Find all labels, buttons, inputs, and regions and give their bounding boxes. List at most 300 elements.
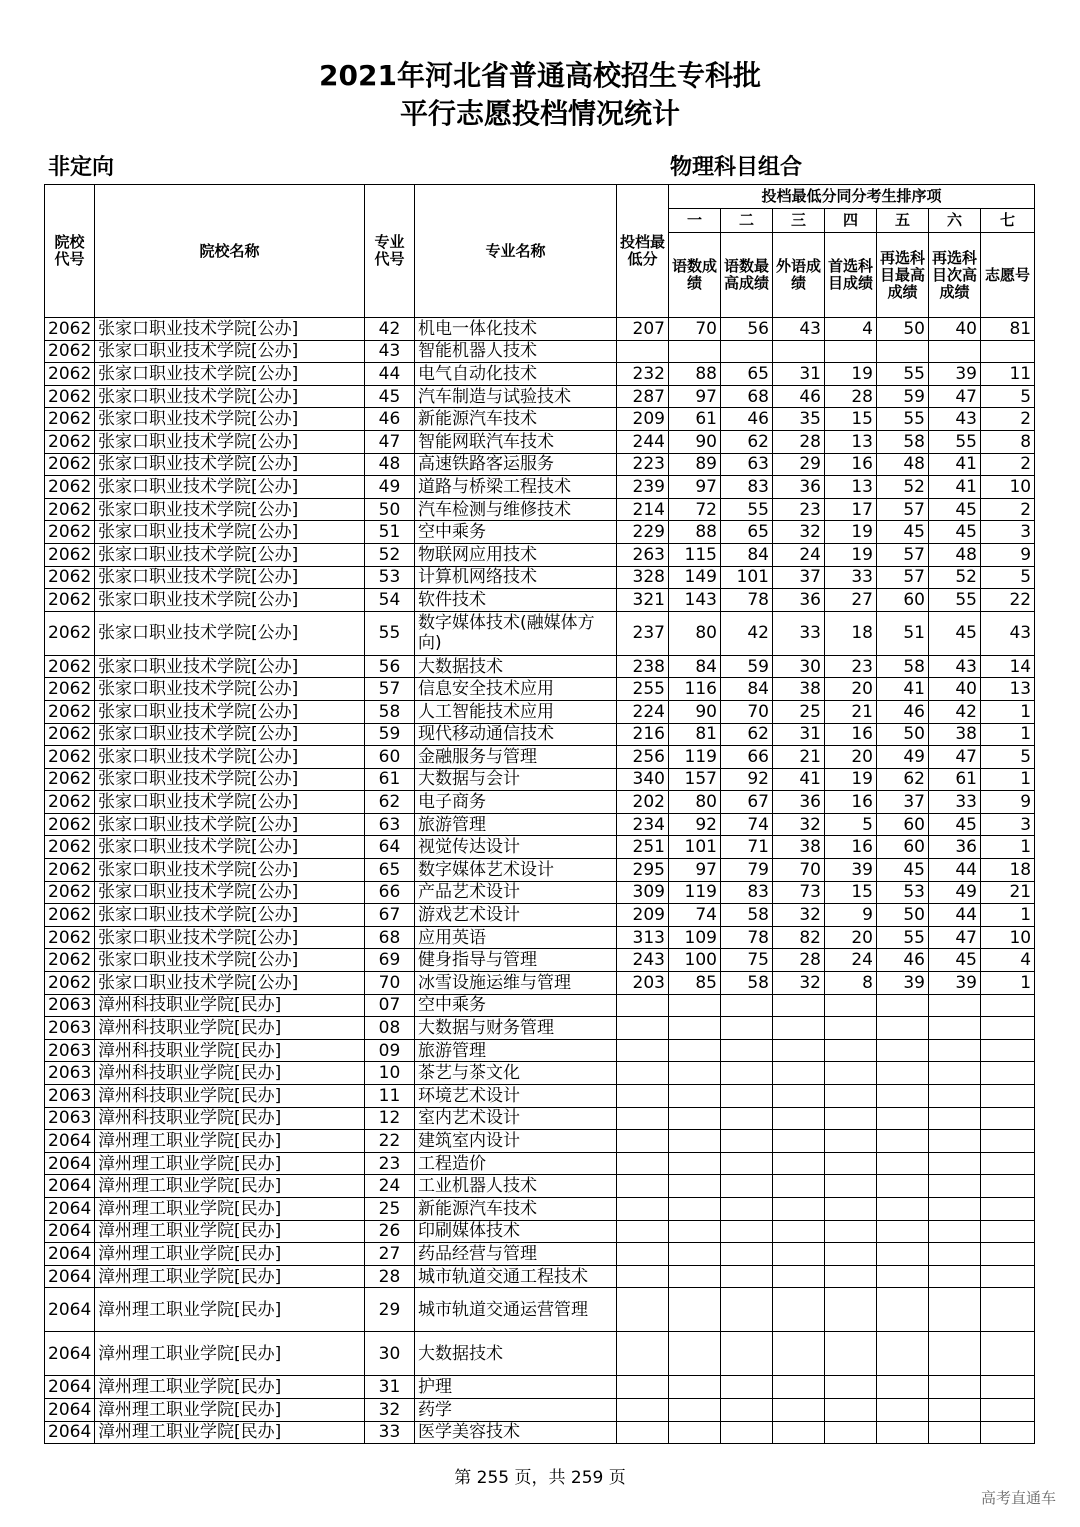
table-cell: 46	[773, 385, 825, 408]
table-cell: 漳州理工职业学院[民办]	[95, 1288, 365, 1332]
table-cell	[929, 1421, 981, 1444]
table-cell	[721, 1039, 773, 1062]
table-row	[45, 655, 1035, 678]
table-cell: 工业机器人技术	[415, 1175, 617, 1198]
table-cell: 58	[721, 972, 773, 995]
table-row	[45, 700, 1035, 723]
table-cell: 2064	[45, 1197, 95, 1220]
table-cell	[773, 1107, 825, 1130]
table-row	[45, 859, 1035, 882]
table-cell: 健身指导与管理	[415, 949, 617, 972]
table-cell: 44	[365, 363, 415, 386]
table-cell	[929, 1398, 981, 1421]
table-cell	[669, 1197, 721, 1220]
table-cell	[669, 1062, 721, 1085]
table-cell: 2062	[45, 408, 95, 431]
table-cell: 54	[365, 589, 415, 612]
table-row	[45, 363, 1035, 386]
table-cell	[617, 1265, 669, 1288]
table-cell: 78	[721, 589, 773, 612]
table-cell: 2062	[45, 589, 95, 612]
table-cell	[721, 340, 773, 363]
table-cell: 2063	[45, 1085, 95, 1108]
table-cell: 冰雪设施运维与管理	[415, 972, 617, 995]
table-cell	[617, 1197, 669, 1220]
table-cell: 24	[365, 1175, 415, 1198]
table-cell: 漳州科技职业学院[民办]	[95, 1107, 365, 1130]
table-cell: 张家口职业技术学院[公办]	[95, 543, 365, 566]
table-cell: 空中乘务	[415, 994, 617, 1017]
table-cell	[721, 1175, 773, 1198]
table-cell: 15	[825, 881, 877, 904]
table-cell	[669, 1039, 721, 1062]
table-cell	[617, 1243, 669, 1266]
table-cell	[721, 1288, 773, 1332]
table-cell: 97	[669, 859, 721, 882]
table-cell	[669, 1220, 721, 1243]
table-cell: 2062	[45, 543, 95, 566]
table-cell: 32	[773, 521, 825, 544]
table-row	[45, 543, 1035, 566]
table-cell: 护理	[415, 1376, 617, 1399]
table-cell: 84	[721, 543, 773, 566]
table-cell: 51	[365, 521, 415, 544]
table-cell	[825, 1421, 877, 1444]
table-cell	[981, 340, 1035, 363]
table-cell: 张家口职业技术学院[公办]	[95, 408, 365, 431]
table-cell	[981, 1265, 1035, 1288]
table-cell: 张家口职业技术学院[公办]	[95, 904, 365, 927]
table-cell: 9	[825, 904, 877, 927]
table-cell: 61	[365, 768, 415, 791]
table-cell: 高速铁路客运服务	[415, 453, 617, 476]
table-cell: 漳州科技职业学院[民办]	[95, 994, 365, 1017]
table-cell: 203	[617, 972, 669, 995]
table-cell	[773, 1152, 825, 1175]
table-cell: 61	[929, 768, 981, 791]
table-cell: 67	[365, 904, 415, 927]
table-cell	[773, 1288, 825, 1332]
table-cell: 张家口职业技术学院[公办]	[95, 385, 365, 408]
table-cell: 57	[877, 566, 929, 589]
table-cell: 29	[365, 1288, 415, 1332]
table-cell: 产品艺术设计	[415, 881, 617, 904]
table-cell: 工程造价	[415, 1152, 617, 1175]
table-cell: 漳州理工职业学院[民办]	[95, 1398, 365, 1421]
table-cell: 25	[365, 1197, 415, 1220]
table-cell: 张家口职业技术学院[公办]	[95, 363, 365, 386]
table-cell: 金融服务与管理	[415, 746, 617, 769]
table-cell: 90	[669, 700, 721, 723]
table-cell: 59	[877, 385, 929, 408]
table-cell: 2	[981, 453, 1035, 476]
table-cell: 64	[365, 836, 415, 859]
table-cell: 1	[981, 768, 1035, 791]
table-cell: 36	[929, 836, 981, 859]
table-cell	[773, 1197, 825, 1220]
table-row	[45, 453, 1035, 476]
table-row	[45, 318, 1035, 341]
table-cell: 大数据技术	[415, 1332, 617, 1376]
table-cell: 2064	[45, 1376, 95, 1399]
table-cell: 52	[877, 476, 929, 499]
table-cell: 244	[617, 430, 669, 453]
table-row	[45, 385, 1035, 408]
table-cell: 58	[877, 430, 929, 453]
table-cell: 数字媒体技术(融媒体方向)	[415, 611, 617, 655]
table-cell: 24	[825, 949, 877, 972]
table-cell: 张家口职业技术学院[公办]	[95, 611, 365, 655]
table-cell	[773, 1017, 825, 1040]
table-cell	[877, 1175, 929, 1198]
table-row	[45, 1265, 1035, 1288]
table-cell: 51	[877, 611, 929, 655]
table-cell	[929, 1152, 981, 1175]
table-row	[45, 340, 1035, 363]
table-row	[45, 1085, 1035, 1108]
table-cell	[617, 340, 669, 363]
table-cell	[877, 1197, 929, 1220]
header-col: 外语成绩	[773, 233, 825, 318]
table-cell: 21	[773, 746, 825, 769]
table-cell	[617, 1220, 669, 1243]
table-cell: 63	[721, 453, 773, 476]
table-cell: 2062	[45, 678, 95, 701]
table-cell: 药品经营与管理	[415, 1243, 617, 1266]
table-cell: 62	[877, 768, 929, 791]
table-cell	[825, 1085, 877, 1108]
table-cell	[825, 1039, 877, 1062]
table-cell	[825, 1107, 877, 1130]
table-cell	[617, 1130, 669, 1153]
table-cell: 张家口职业技术学院[公办]	[95, 318, 365, 341]
table-cell: 224	[617, 700, 669, 723]
table-cell: 32	[773, 813, 825, 836]
page-title-line1: 2021年河北省普通高校招生专科批	[319, 59, 761, 92]
table-cell: 47	[929, 746, 981, 769]
table-cell: 1	[981, 972, 1035, 995]
table-row	[45, 1398, 1035, 1421]
table-cell: 2063	[45, 1062, 95, 1085]
table-cell: 城市轨道交通运营管理	[415, 1288, 617, 1332]
table-cell: 48	[929, 543, 981, 566]
table-cell: 57	[877, 543, 929, 566]
table-cell: 1	[981, 904, 1035, 927]
table-cell: 32	[773, 972, 825, 995]
table-cell	[617, 1152, 669, 1175]
header-col: 再选科目最高成绩	[877, 233, 929, 318]
table-cell: 9	[981, 543, 1035, 566]
table-cell: 23	[365, 1152, 415, 1175]
table-cell: 97	[669, 476, 721, 499]
table-cell: 2064	[45, 1175, 95, 1198]
table-cell: 70	[365, 972, 415, 995]
table-cell: 48	[877, 453, 929, 476]
page-title-line2: 平行志愿投档情况统计	[399, 97, 680, 130]
table-row	[45, 836, 1035, 859]
table-cell	[825, 994, 877, 1017]
table-row	[45, 1107, 1035, 1130]
table-row	[45, 1220, 1035, 1243]
table-cell: 42	[365, 318, 415, 341]
table-cell: 2062	[45, 926, 95, 949]
table-cell: 223	[617, 453, 669, 476]
table-cell: 茶艺与茶文化	[415, 1062, 617, 1085]
table-cell	[773, 340, 825, 363]
table-cell: 85	[669, 972, 721, 995]
table-cell: 20	[825, 678, 877, 701]
table-cell: 2062	[45, 904, 95, 927]
table-cell: 45	[929, 521, 981, 544]
header-col: 语数最高成绩	[721, 233, 773, 318]
table-cell: 19	[825, 543, 877, 566]
table-cell: 82	[773, 926, 825, 949]
table-cell: 65	[365, 859, 415, 882]
table-row	[45, 589, 1035, 612]
table-cell: 视觉传达设计	[415, 836, 617, 859]
table-cell: 263	[617, 543, 669, 566]
table-cell: 32	[773, 904, 825, 927]
header-rank: 四	[825, 209, 877, 233]
table-cell	[981, 1152, 1035, 1175]
table-cell: 2062	[45, 611, 95, 655]
table-cell	[669, 1243, 721, 1266]
table-row	[45, 904, 1035, 927]
table-cell	[825, 1197, 877, 1220]
table-cell: 23	[773, 498, 825, 521]
table-cell: 45	[929, 498, 981, 521]
table-row	[45, 1175, 1035, 1198]
table-cell: 58	[721, 904, 773, 927]
table-cell: 漳州理工职业学院[民办]	[95, 1220, 365, 1243]
table-cell: 79	[721, 859, 773, 882]
admission-table	[44, 184, 1035, 1444]
table-cell: 234	[617, 813, 669, 836]
table-cell	[877, 1332, 929, 1376]
table-cell: 43	[773, 318, 825, 341]
table-cell: 31	[365, 1376, 415, 1399]
table-cell	[669, 1152, 721, 1175]
table-cell	[877, 1152, 929, 1175]
table-cell	[721, 1376, 773, 1399]
table-cell	[773, 1421, 825, 1444]
table-cell: 5	[981, 746, 1035, 769]
table-cell: 电气自动化技术	[415, 363, 617, 386]
table-row	[45, 476, 1035, 499]
table-cell	[721, 1332, 773, 1376]
table-cell	[877, 1039, 929, 1062]
table-cell	[721, 1265, 773, 1288]
table-cell: 27	[825, 589, 877, 612]
table-cell: 62	[721, 723, 773, 746]
table-cell: 4	[981, 949, 1035, 972]
table-cell: 72	[669, 498, 721, 521]
table-cell: 张家口职业技术学院[公办]	[95, 678, 365, 701]
table-cell	[825, 1243, 877, 1266]
table-cell: 张家口职业技术学院[公办]	[95, 723, 365, 746]
header-major-code: 专业代号	[365, 185, 415, 318]
table-cell: 大数据技术	[415, 655, 617, 678]
table-cell: 73	[773, 881, 825, 904]
table-cell	[981, 1130, 1035, 1153]
table-row	[45, 498, 1035, 521]
table-row	[45, 723, 1035, 746]
table-cell	[617, 1421, 669, 1444]
table-cell: 27	[365, 1243, 415, 1266]
table-row	[45, 1017, 1035, 1040]
table-cell: 92	[721, 768, 773, 791]
table-cell: 83	[721, 476, 773, 499]
table-cell	[929, 1220, 981, 1243]
table-cell	[981, 1288, 1035, 1332]
table-cell: 汽车制造与试验技术	[415, 385, 617, 408]
table-cell: 13	[825, 476, 877, 499]
table-cell	[669, 1017, 721, 1040]
table-cell: 漳州理工职业学院[民办]	[95, 1197, 365, 1220]
table-cell: 41	[929, 476, 981, 499]
table-cell: 119	[669, 881, 721, 904]
table-cell: 张家口职业技术学院[公办]	[95, 813, 365, 836]
table-cell: 旅游管理	[415, 813, 617, 836]
table-cell	[981, 1039, 1035, 1062]
table-cell: 2063	[45, 1017, 95, 1040]
table-cell: 环境艺术设计	[415, 1085, 617, 1108]
table-cell: 255	[617, 678, 669, 701]
table-cell: 漳州理工职业学院[民办]	[95, 1265, 365, 1288]
table-cell: 50	[877, 723, 929, 746]
table-cell: 33	[825, 566, 877, 589]
table-cell: 张家口职业技术学院[公办]	[95, 746, 365, 769]
table-cell: 36	[773, 476, 825, 499]
table-cell: 空中乘务	[415, 521, 617, 544]
table-cell: 237	[617, 611, 669, 655]
table-cell	[981, 1220, 1035, 1243]
table-cell: 张家口职业技术学院[公办]	[95, 768, 365, 791]
table-cell: 漳州理工职业学院[民办]	[95, 1376, 365, 1399]
table-cell: 28	[365, 1265, 415, 1288]
table-cell: 漳州理工职业学院[民办]	[95, 1332, 365, 1376]
table-header	[45, 185, 1035, 318]
table-cell: 46	[365, 408, 415, 431]
table-cell: 2062	[45, 859, 95, 882]
table-cell	[981, 1398, 1035, 1421]
table-cell: 39	[877, 972, 929, 995]
table-cell: 张家口职业技术学院[公办]	[95, 881, 365, 904]
table-cell	[929, 1332, 981, 1376]
table-cell	[617, 1107, 669, 1130]
table-cell: 143	[669, 589, 721, 612]
table-cell	[825, 1175, 877, 1198]
table-cell: 室内艺术设计	[415, 1107, 617, 1130]
table-cell: 人工智能技术应用	[415, 700, 617, 723]
table-cell	[929, 1085, 981, 1108]
table-cell: 53	[365, 566, 415, 589]
table-cell: 1	[981, 723, 1035, 746]
table-cell: 100	[669, 949, 721, 972]
table-row	[45, 1288, 1035, 1332]
table-cell: 32	[365, 1398, 415, 1421]
table-row	[45, 678, 1035, 701]
table-cell: 张家口职业技术学院[公办]	[95, 589, 365, 612]
table-row	[45, 1421, 1035, 1444]
table-cell	[825, 1062, 877, 1085]
table-cell: 23	[825, 655, 877, 678]
table-cell: 2	[981, 408, 1035, 431]
table-cell: 2062	[45, 768, 95, 791]
table-cell: 物联网应用技术	[415, 543, 617, 566]
table-cell	[877, 1220, 929, 1243]
table-cell: 116	[669, 678, 721, 701]
table-cell	[825, 1376, 877, 1399]
table-cell: 30	[773, 655, 825, 678]
table-cell	[877, 1107, 929, 1130]
table-cell: 现代移动通信技术	[415, 723, 617, 746]
table-cell: 47	[929, 385, 981, 408]
table-cell	[981, 1332, 1035, 1376]
table-cell: 55	[929, 589, 981, 612]
table-cell: 信息安全技术应用	[415, 678, 617, 701]
table-cell	[929, 994, 981, 1017]
table-cell	[825, 1152, 877, 1175]
table-cell	[773, 1398, 825, 1421]
table-cell: 39	[929, 363, 981, 386]
table-row	[45, 1062, 1035, 1085]
table-cell	[877, 1243, 929, 1266]
table-cell: 智能网联汽车技术	[415, 430, 617, 453]
table-cell	[721, 1085, 773, 1108]
table-cell: 62	[721, 430, 773, 453]
table-cell: 56	[365, 655, 415, 678]
table-cell: 30	[365, 1332, 415, 1376]
header-major-name: 专业名称	[415, 185, 617, 318]
table-cell: 5	[825, 813, 877, 836]
table-cell: 62	[365, 791, 415, 814]
table-cell	[721, 1197, 773, 1220]
table-cell: 75	[721, 949, 773, 972]
table-cell	[981, 994, 1035, 1017]
table-cell	[773, 1039, 825, 1062]
table-cell: 60	[877, 836, 929, 859]
header-rank: 二	[721, 209, 773, 233]
table-cell: 52	[929, 566, 981, 589]
table-cell: 2063	[45, 994, 95, 1017]
table-cell: 08	[365, 1017, 415, 1040]
table-cell: 42	[721, 611, 773, 655]
header-col: 志愿号	[981, 233, 1035, 318]
table-cell: 17	[825, 498, 877, 521]
table-cell: 电子商务	[415, 791, 617, 814]
table-cell: 09	[365, 1039, 415, 1062]
table-cell: 漳州科技职业学院[民办]	[95, 1062, 365, 1085]
table-row	[45, 813, 1035, 836]
table-cell: 43	[981, 611, 1035, 655]
table-cell	[721, 1220, 773, 1243]
table-cell: 49	[365, 476, 415, 499]
table-cell	[617, 1085, 669, 1108]
table-cell	[877, 1130, 929, 1153]
table-cell: 2062	[45, 972, 95, 995]
table-cell: 2062	[45, 521, 95, 544]
table-cell: 50	[877, 318, 929, 341]
table-cell: 81	[981, 318, 1035, 341]
header-rank: 六	[929, 209, 981, 233]
table-cell: 92	[669, 813, 721, 836]
table-cell: 55	[929, 430, 981, 453]
section-label-left: 非定向	[48, 155, 115, 180]
table-cell: 60	[365, 746, 415, 769]
table-cell: 2064	[45, 1243, 95, 1266]
table-cell	[877, 1288, 929, 1332]
